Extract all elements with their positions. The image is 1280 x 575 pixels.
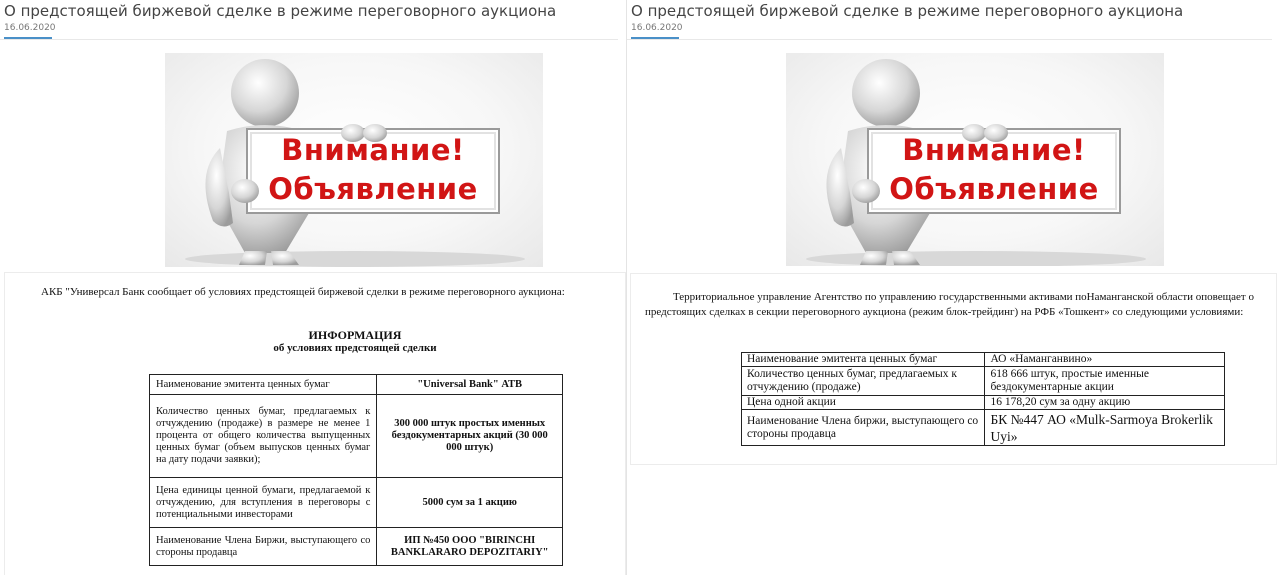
- table-row: [742, 353, 1225, 367]
- table-cell-value: АО «Наманганвино»: [985, 353, 1225, 367]
- title-divider: [0, 39, 618, 40]
- banner-line-1: Внимание!: [281, 133, 465, 167]
- table-row: [742, 367, 1225, 396]
- announcement-banner: [786, 53, 1164, 266]
- table-row: [150, 375, 563, 395]
- banner-line-2: Объявление: [889, 172, 1099, 206]
- table-cell-label: Цена одной акции: [742, 396, 985, 410]
- table-cell-value: 618 666 штук, простые именные бездокументарные акции: [985, 367, 1225, 396]
- intro-text: АКБ "Универсал Банк сообщает об условиях предстоящей биржевой сделки в режиме переговорного аукциона:: [41, 286, 565, 298]
- info-subtitle: об условиях предстоящей сделки: [273, 342, 437, 354]
- table-row: [742, 410, 1225, 446]
- announcement-document: [4, 272, 626, 575]
- post-date: 16.06.2020: [631, 23, 683, 33]
- table-cell-label: Количество ценных бумаг, предлагаемых к отчуждению (продаже): [742, 367, 985, 396]
- table-cell-label: Цена единицы ценной бумаги, предлагаемой к отчуждению, для вступления в переговоры с потенциальными инвесторами: [150, 478, 377, 528]
- table-row: [742, 396, 1225, 410]
- post-title[interactable]: О предстоящей биржевой сделке в режиме переговорного аукциона: [631, 2, 1184, 20]
- post-title[interactable]: О предстоящей биржевой сделке в режиме переговорного аукциона: [4, 2, 557, 20]
- info-title: ИНФОРМАЦИЯ: [308, 328, 402, 342]
- table-cell-label: Наименование Члена Биржи, выступающего со стороны продавца: [150, 528, 377, 566]
- table-cell-label: Наименование эмитента ценных бумаг: [742, 353, 985, 367]
- post-date: 16.06.2020: [4, 23, 56, 33]
- right-news-panel: [627, 0, 1280, 575]
- announcement-banner: [165, 53, 543, 267]
- table-row: [150, 478, 563, 528]
- table-cell-value: БК №447 АО «Mulk-Sarmoya Brokerlik Uyi»: [985, 410, 1225, 446]
- table-cell-label: Количество ценных бумаг, предлагаемых к отчуждению (продаже) в размере не менее 1 процента от общего количества выпущенных ценных бумаг (объем выпусков ценных бумаг на дату подачи заявки);: [150, 395, 377, 478]
- table-row: [150, 528, 563, 566]
- table-cell-value: "Universal Bank" АТВ: [377, 375, 563, 395]
- conditions-table: [149, 374, 563, 566]
- banner-line-2: Объявление: [268, 172, 478, 206]
- title-divider: [627, 39, 1272, 40]
- table-cell-value: 5000 сум за 1 акцию: [377, 478, 563, 528]
- table-cell-value: ИП №450 ООО "BIRINCHI BANKLARARO DEPOZITARIY": [377, 528, 563, 566]
- table-row: [150, 395, 563, 478]
- intro-text: Территориальное управление Агентство по управлению государственными активами поНаманганской области оповещает о предстоящих сделках в секции переговорного аукциона (режим блок-трейдинг) на РФБ «Тошкент» со следующими условиями:: [645, 291, 1254, 318]
- left-news-panel: [0, 0, 626, 575]
- table-cell-value: 16 178,20 сум за одну акцию: [985, 396, 1225, 410]
- banner-line-1: Внимание!: [902, 133, 1086, 167]
- table-cell-label: Наименование Члена биржи, выступающего со стороны продавца: [742, 410, 985, 446]
- info-heading: [155, 329, 555, 355]
- conditions-table: [741, 352, 1225, 446]
- table-cell-value: 300 000 штук простых именных бездокументарных акций (30 000 000 штук): [377, 395, 563, 478]
- announcement-document: [630, 273, 1277, 465]
- table-cell-label: Наименование эмитента ценных бумаг: [150, 375, 377, 395]
